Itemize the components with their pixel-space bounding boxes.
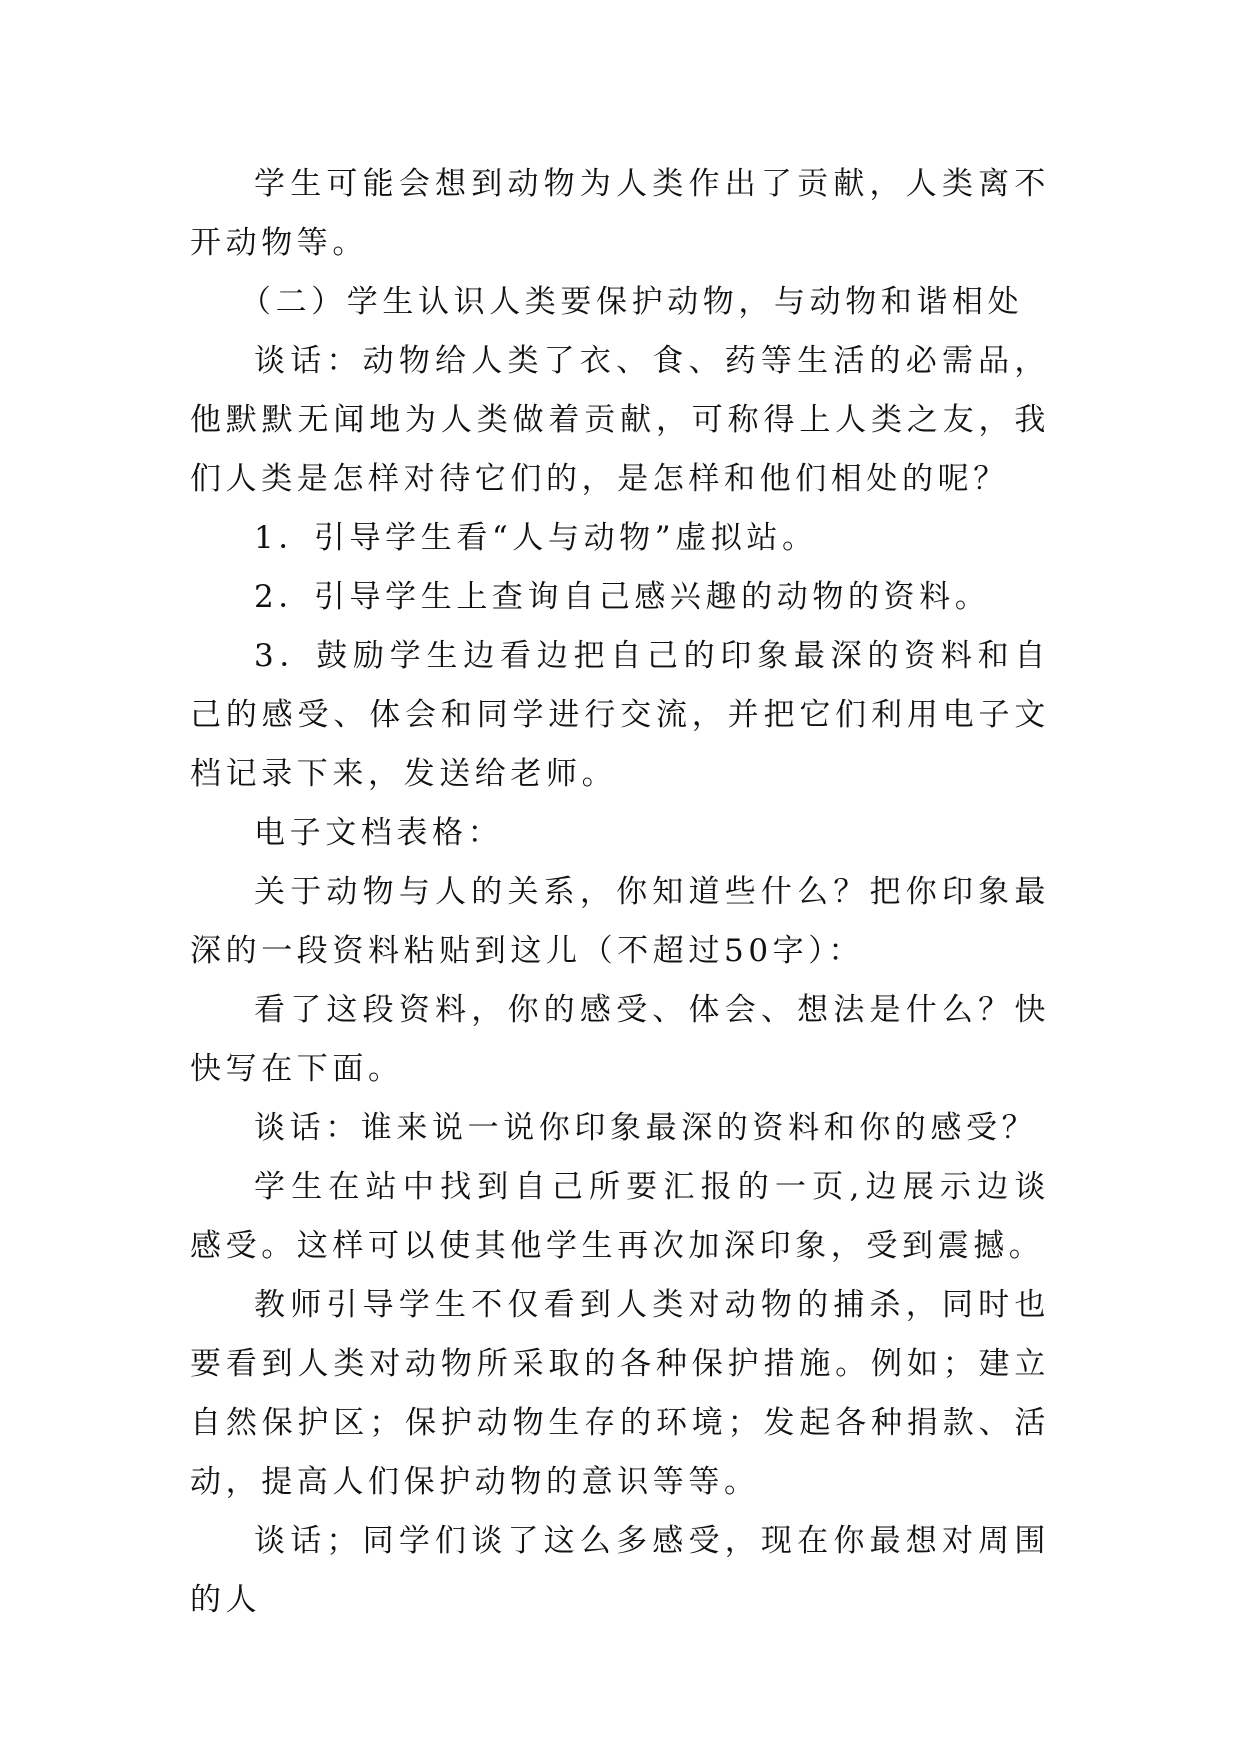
paragraph-talk-3: 谈话；同学们谈了这么多感受，现在你最想对周围的人 — [190, 1523, 1050, 1618]
paragraph-talk-1: 谈话：动物给人类了衣、食、药等生活的必需品，他默默无闻地为人类做着贡献，可称得上人类之友，我们人类是怎样对待它们的，是怎样和他们相处的呢？ — [190, 343, 1050, 497]
paragraph-talk-2: 谈话：谁来说一说你印象最深的资料和你的感受？ — [254, 1110, 1038, 1146]
paragraph-form-title: 电子文档表格： — [254, 815, 504, 851]
paragraph-student-report: 学生在站中找到自己所要汇报的一页,边展示边谈感受。这样可以使其他学生再次加深印象，受到震撼。 — [190, 1169, 1050, 1264]
document-page — [190, 155, 1050, 1630]
list-item-3: 3．鼓励学生边看边把自己的印象最深的资料和自己的感受、体会和同学进行交流，并把它们利用电子文档记录下来，发送给老师。 — [190, 638, 1050, 792]
paragraph-form-question-1: 关于动物与人的关系，你知道些什么？把你印象最深的一段资料粘贴到这儿（不超过50字）： — [190, 874, 1050, 969]
paragraph-1: 学生可能会想到动物为人类作出了贡献，人类离不开动物等。 — [190, 166, 1050, 261]
list-item-2: 2．引导学生上查询自己感兴趣的动物的资料。 — [254, 579, 991, 615]
paragraph-teacher-guide: 教师引导学生不仅看到人类对动物的捕杀，同时也要看到人类对动物所采取的各种保护措施。例如；建立自然保护区；保护动物生存的环境；发起各种捐款、活动，提高人们保护动物的意识等等。 — [190, 1287, 1050, 1500]
section-heading: （二）学生认识人类要保护动物，与动物和谐相处 — [240, 284, 1024, 320]
paragraph-form-question-2: 看了这段资料，你的感受、体会、想法是什么？快快写在下面。 — [190, 992, 1050, 1087]
list-item-1: 1．引导学生看“人与动物”虚拟站。 — [254, 520, 818, 556]
